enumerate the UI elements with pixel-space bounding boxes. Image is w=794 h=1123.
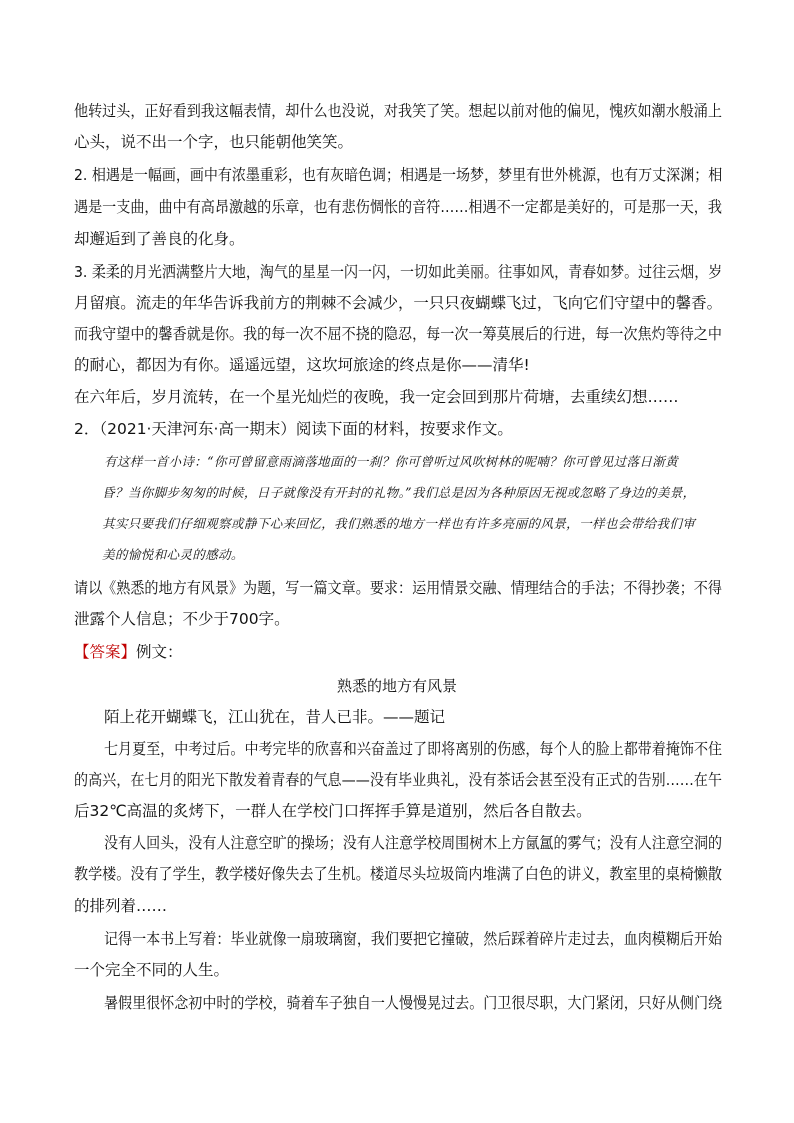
item-3-line: 月留痕。流走的年华告诉我前方的荆棘不会减少，一只只夜蝴蝶飞过，飞向它们守望中的馨香。 [74,294,723,312]
answer-label: 例文： [136,643,183,661]
material-line: 昏？当你脚步匆匆的时候，日子就像没有开封的礼物。”我们总是因为各种原因无视或忽略了身边的美景， [102,485,696,500]
essay-line: 七月夏至，中考过后。中考完毕的欣喜和兴奋盖过了即将离别的伤感，每个人的脸上都带着掩饰不住 [104,740,723,758]
answer-line [74,642,183,662]
item-3-line: 在六年后，岁月流转，在一个星光灿烂的夜晚，我一定会回到那片荷塘，去重续幻想…… [74,388,679,406]
item-2-line: 遇是一支曲，曲中有高昂激越的乐章，也有悲伤惆怅的音符……相遇不一定都是美好的，可是那一天，我 [74,198,722,216]
essay-line: 没有人回头，没有人注意空旷的操场；没有人注意学校周围树木上方氤氲的雾气；没有人注意空洞的 [104,834,723,852]
item-2-line: 却邂逅到了善良的化身。 [74,230,245,248]
material-line: 有这样一首小诗：“你可曾留意雨滴落地面的一刹？你可曾听过风吹树林的呢喃？你可曾见过落日渐黄 [104,454,679,469]
answer-tag: 【答案】 [74,643,137,661]
paragraph-line: 心头，说不出一个字，也只能朝他笑笑。 [74,133,354,151]
essay-title: 熟悉的地方有风景 [336,677,457,695]
essay-epigraph: 陌上花开蝴蝶飞，江山犹在，昔人已非。——题记 [104,708,446,726]
essay-line: 后32℃高温的炙烤下，一群人在学校门口挥挥手算是道别，然后各自散去。 [74,802,592,820]
essay-line: 的高兴，在七月的阳光下散发着青春的气息——没有毕业典礼，没有茶话会甚至没有正式的告别……在午 [74,771,722,789]
item-2-line: 2. 相遇是一幅画，画中有浓墨重彩，也有灰暗色调；相遇是一场梦，梦里有世外桃源，也有万丈深渊；相 [74,166,723,184]
essay-line: 的排列着…… [74,897,168,915]
instruction-line: 请以《熟悉的地方有风景》为题，写一篇文章。要求：运用情景交融、情理结合的手法；不得抄袭；不得 [74,579,722,597]
essay-line: 教学楼。没有了学生，教学楼好像失去了生机。楼道尽头垃圾筒内堆满了白色的讲义，教室里的桌椅懒散 [74,865,722,883]
paragraph-line: 他转过头，正好看到我这幅表情，却什么也没说，对我笑了笑。想起以前对他的偏见，愧疚如潮水般涌上 [74,102,722,120]
essay-line: 暑假里很怀念初中时的学校，骑着车子独自一人慢慢晃过去。门卫很尽职，大门紧闭，只好从侧门绕 [104,994,723,1012]
instruction-line: 泄露个人信息；不少于700字。 [74,610,290,628]
essay-line: 一个完全不同的人生。 [74,961,230,979]
item-3-line: 3. 柔柔的月光洒满整片大地，淘气的星星一闪一闪，一切如此美丽。往事如风，青春如梦。过往云烟，岁 [74,263,723,281]
item-3-line: 的耐心，都因为有你。遥遥远望，这坎坷旅途的终点是你——清华! [74,356,530,374]
material-line: 其实只要我们仔细观察或静下心来回忆，我们熟悉的地方一样也有许多亮丽的风景，一样也会带给我们审 [102,516,696,531]
essay-line: 记得一本书上写着：毕业就像一扇玻璃窗，我们要把它撞破，然后踩着碎片走过去，血肉模糊后开始 [104,930,723,948]
question-header: 2．（2021·天津河东·高一期末）阅读下面的材料，按要求作文。 [74,420,513,438]
item-3-line: 而我守望中的馨香就是你。我的每一次不屈不挠的隐忍，每一次一筹莫展后的行进，每一次焦灼等待之中 [74,325,722,343]
material-line: 美的愉悦和心灵的感动。 [102,547,244,562]
